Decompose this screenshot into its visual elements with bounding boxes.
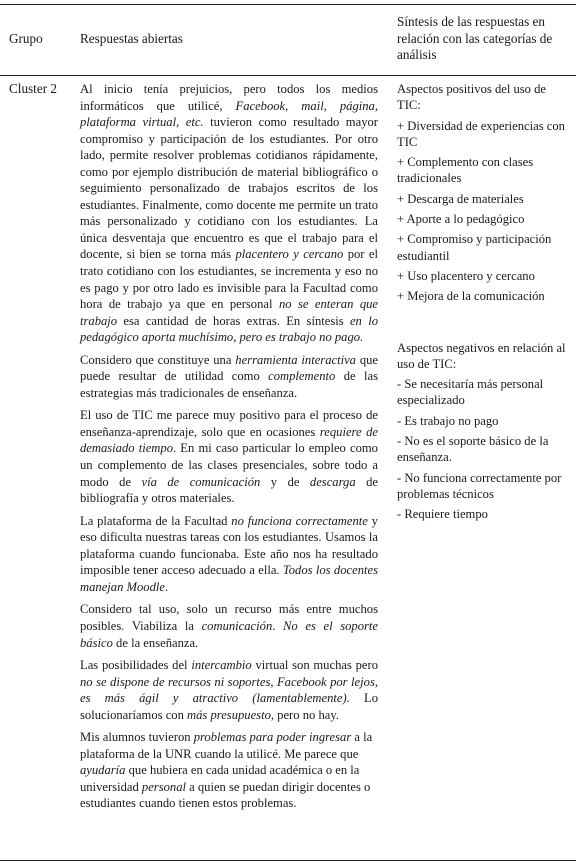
positive-aspect-item: + Uso placentero y cercano bbox=[397, 268, 535, 283]
response-paragraph bbox=[80, 601, 378, 651]
emphasis-text: más presupuesto bbox=[187, 707, 271, 722]
response-text: . bbox=[272, 618, 284, 633]
positive-aspect-item: + Mejora de la comunicación bbox=[397, 289, 545, 304]
negative-aspect-item: - Se necesitaría más personal especializado bbox=[397, 377, 544, 408]
emphasis-text: Todos los docentes manejan Moodle bbox=[80, 563, 378, 594]
response-paragraph bbox=[80, 729, 378, 812]
table-bottom-rule bbox=[0, 860, 576, 861]
response-paragraph bbox=[80, 352, 378, 402]
response-text: a la plataforma de la UNR cuando la utilicé. Me parece que bbox=[80, 730, 373, 761]
response-text: , pero no hay. bbox=[270, 707, 339, 722]
response-text: por el trato cotidiano con los estudiantes, se incrementa y eso no es pago y por otro lado es invisible para la Facultad como hora de trabajo ya que en personal bbox=[80, 247, 378, 312]
response-text: tuvieron como resultado mayor compromiso y participación de los estudiantes. Por otro lado, permite resolver problemas cotidianos rápidamente, como por ejemplo distribución de material bibliográfico o seguimiento personalizado de trabajos escritos de los estudiantes. Finalmente, como docente me permite un trato más personalizado y cotidiano con los estudiantes. La única desventaja que encuentro es que el trabajo para el docente, si bien se torna más bbox=[80, 115, 378, 262]
response-paragraph bbox=[80, 513, 378, 596]
response-paragraph bbox=[80, 407, 378, 506]
emphasis-text: no se enteran que trabajo bbox=[80, 297, 378, 328]
response-text: de las estrategias más tradicionales de enseñanza. bbox=[80, 369, 378, 400]
emphasis-text: comunicación bbox=[201, 618, 273, 633]
negative-title: Aspectos negativos en relación al uso de TIC: bbox=[397, 340, 566, 371]
response-text: esa cantidad de horas extras. En síntesis bbox=[117, 313, 350, 328]
response-text: Considero que constituye una bbox=[80, 352, 236, 367]
response-paragraph bbox=[80, 657, 378, 723]
emphasis-text: no se dispone de recursos ni soportes, Facebook por lejos, es más ágil y atractivo (lamentablemente). bbox=[80, 674, 378, 706]
positive-aspect-item: + Complemento con clases tradicionales bbox=[397, 155, 534, 186]
negative-list bbox=[397, 376, 572, 522]
synthesis-cell bbox=[397, 81, 572, 527]
positive-aspect-item: + Compromiso y participación estudiantil bbox=[397, 232, 552, 263]
emphasis-text: Facebook, mail, página, plataforma virtual, etc. bbox=[80, 98, 378, 130]
response-text: de bibliografía y otros materiales. bbox=[80, 474, 378, 506]
emphasis-text: intercambio bbox=[191, 658, 252, 673]
table-top-rule bbox=[0, 4, 576, 5]
response-text: que hubiera en cada unidad académica o en la universidad bbox=[80, 763, 360, 794]
response-text: y de bbox=[260, 474, 310, 489]
response-text: que puede resultar de utilidad como bbox=[80, 352, 378, 384]
positive-aspect-item: + Descarga de materiales bbox=[397, 191, 524, 206]
header-synthesis: Síntesis de las respuestas en relación con las categorías de análisis bbox=[397, 14, 553, 62]
emphasis-text: ayudaría bbox=[80, 763, 126, 778]
response-text: . bbox=[165, 579, 169, 594]
response-text: Al inicio tenía prejuicios, pero todos los medios informáticos que utilicé, bbox=[80, 82, 378, 113]
positive-list bbox=[397, 118, 572, 305]
emphasis-text: vía de comunicación bbox=[141, 474, 261, 489]
negative-aspect-item: - Requiere tiempo bbox=[397, 507, 488, 522]
positive-aspect-item: + Diversidad de experiencias con TIC bbox=[397, 118, 565, 149]
response-text: Mis alumnos tuvieron bbox=[80, 730, 194, 745]
response-text: y eso dificulta nuestras tareas con los estudiantes. Usamos la plataforma cuando funcionaba. Este año nos ha resultado imposible tener acceso adecuado a ella. bbox=[80, 513, 378, 578]
response-text: El uso de TIC me parece muy positivo para el proceso de enseñanza-aprendizaje, solo que en ocasiones bbox=[80, 408, 378, 439]
header-group: Grupo bbox=[9, 31, 43, 46]
positive-aspect-item: + Aporte a lo pedagógico bbox=[397, 212, 525, 227]
group-cell: Cluster 2 bbox=[9, 81, 57, 96]
response-text: Las posibilidades del bbox=[80, 658, 192, 673]
responses-cell bbox=[80, 81, 378, 818]
emphasis-text: requiere de demasiado tiempo bbox=[80, 424, 378, 456]
emphasis-text: No es el soporte básico bbox=[80, 618, 378, 650]
emphasis-text: problemas para poder ingresar bbox=[193, 730, 352, 745]
response-text: virtual son muchas pero bbox=[251, 658, 378, 673]
response-paragraph bbox=[80, 81, 378, 346]
negative-aspect-item: - Es trabajo no pago bbox=[397, 413, 499, 428]
negative-aspect-item: - No es el soporte básico de la enseñanza. bbox=[397, 434, 549, 465]
response-text: a quien se puedan dirigir docentes o estudiantes cuando tienen estos problemas. bbox=[80, 779, 371, 811]
emphasis-text: en lo pedagógico aporta muchísimo, pero es trabajo no pago. bbox=[80, 313, 378, 345]
response-text: Considero tal uso, solo un recurso más entre muchos posibles. Viabiliza la bbox=[80, 602, 378, 633]
header-rule bbox=[0, 75, 576, 76]
emphasis-text: no funciona correctamente bbox=[231, 513, 368, 528]
positive-title: Aspectos positivos del uso de TIC: bbox=[397, 82, 547, 113]
emphasis-text: placentero y cercano bbox=[235, 247, 344, 262]
emphasis-text: descarga bbox=[309, 474, 356, 489]
negative-aspect-item: - No funciona correctamente por problemas técnicos bbox=[397, 470, 562, 501]
emphasis-text: herramienta interactiva bbox=[235, 352, 356, 367]
header-responses: Respuestas abiertas bbox=[80, 31, 183, 46]
response-text: Lo solucionaríamos con bbox=[80, 691, 379, 722]
response-text: de la enseñanza. bbox=[112, 635, 199, 650]
response-text: . En mi caso particular lo empleo como un complemento de las clases presenciales, sobre todo a modo de bbox=[80, 441, 378, 489]
emphasis-text: personal bbox=[141, 779, 186, 794]
emphasis-text: complemento bbox=[268, 369, 336, 384]
response-text: La plataforma de la Facultad bbox=[80, 513, 232, 528]
